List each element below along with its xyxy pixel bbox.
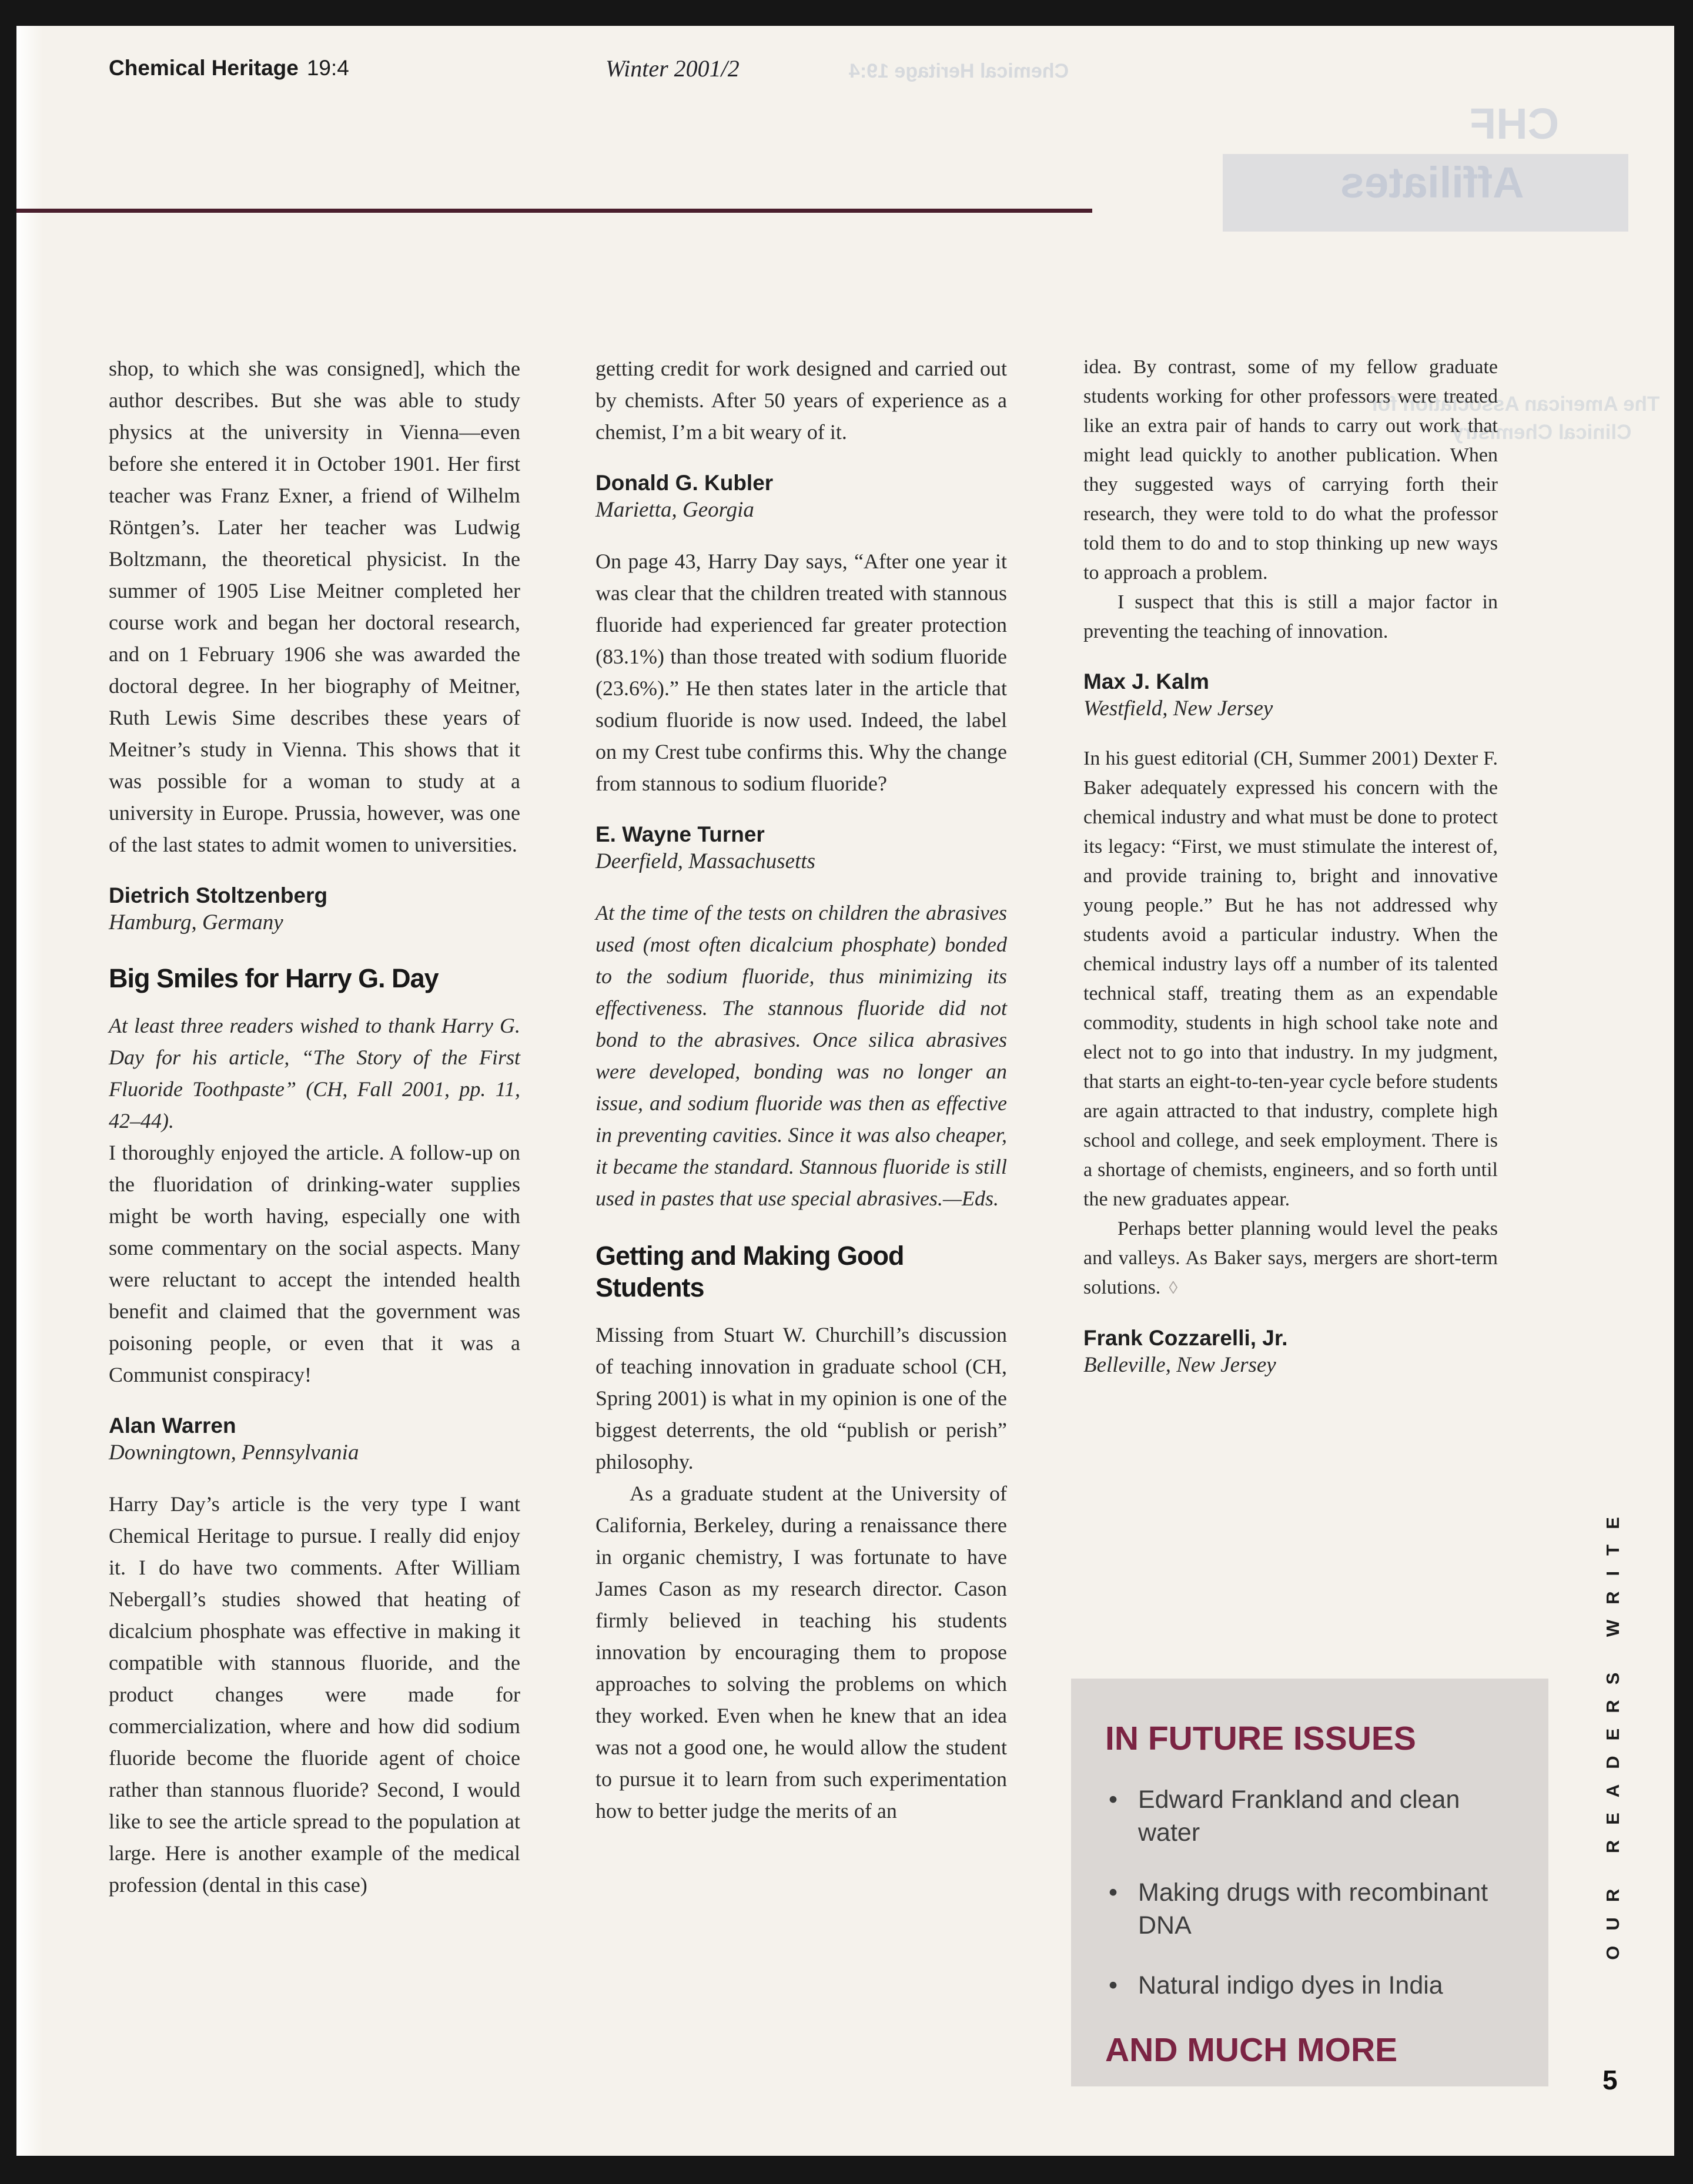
signature-location: Deerfield, Massachusetts: [595, 849, 816, 873]
journal-issue: 19:4: [306, 56, 349, 80]
signature-name: E. Wayne Turner: [595, 822, 765, 846]
section-label-vertical: OUR READERS WRITE: [1602, 1502, 1623, 1960]
future-issues-item: • Natural indigo dyes in India: [1105, 1969, 1521, 2002]
future-issues-title: IN FUTURE ISSUES: [1105, 1720, 1416, 1757]
header-rule: [16, 209, 1092, 213]
letter-paragraph: idea. By contrast, some of my fellow graduate students working for other professors were treated like an extra pair of hands to carry out work that might lead quickly to another publication. When they suggested ways of carrying forth their research, they were told to do what the professor told them to do and to stop thinking up new ways to approach a problem.: [1083, 356, 1498, 584]
editor-intro: At least three readers wished to thank Harry G. Day for his article, “The Story of the First Fluoride Toothpaste” (CH, Fall 2001, pp. 11, 42–44).: [109, 1014, 520, 1133]
signature-name: Alan Warren: [109, 1413, 236, 1438]
ghost-band: [1223, 154, 1628, 232]
letter-paragraph: I suspect that this is still a major factor in preventing the teaching of innovation.: [1083, 591, 1498, 642]
future-issues-item: • Edward Frankland and clean water: [1105, 1783, 1521, 1849]
column-1: [109, 353, 520, 1901]
future-issues-item: • Making drugs with recombinant DNA: [1105, 1876, 1521, 1942]
signature-name: Dietrich Stoltzenberg: [109, 883, 328, 907]
future-issues-list: [1105, 1783, 1521, 2002]
issue-season: Winter 2001/2: [605, 55, 740, 82]
signature-name: Donald G. Kubler: [595, 471, 774, 495]
in-future-issues-box: [1071, 1679, 1548, 2086]
letter-paragraph: Harry Day’s article is the very type I want Chemical Heritage to pursue. I really did enjoy it. I do have two comments. After William Nebergall’s studies showed that heating of dicalcium phosphate was effective in making it compatible with stannous fluoride, and the product changes were made for commercialization, where and how did sodium fluoride become the fluoride agent of choice rather than stannous fluoride? Second, I would like to see the article spread to the population at large. Here is another example of the medical profession (dental in this case): [109, 1492, 520, 1897]
letter-paragraph: In his guest editorial (CH, Summer 2001) Dexter F. Baker adequately expressed his concern with the chemical industry and what must be done to protect its legacy: “First, we must stimulate the interest of, and provide training to, bright and innovative young people.” But he has not addressed why students avoid a particular industry. When the chemical industry lays off a number of its talented technical staff, treating them as an expendable commodity, students in high school take note and elect not to go into that industry. In my judgment, that starts an eight-to-ten-year cycle before students are again attracted to that industry, complete high school and college, and seek employment. There is a shortage of chemists, engineers, and so forth until the new graduates appear.: [1083, 748, 1498, 1210]
letter-paragraph: [1083, 1214, 1498, 1303]
letter-paragraph: Missing from Stuart W. Churchill’s discussion of teaching innovation in graduate school (CH, Spring 2001) is what in my opinion is one of the biggest deterrents, the old “publish or perish” philosophy.: [595, 1323, 1007, 1473]
signature-name: Frank Cozzarelli, Jr.: [1083, 1326, 1288, 1350]
section-heading-big-smiles: Big Smiles for Harry G. Day: [109, 963, 439, 993]
editors-reply: At the time of the tests on children the abrasives used (most often dicalcium phosphate) bonded to the sodium fluoride, thus minimizing its effectiveness. The stannous fluoride did not bond to the abrasives. Once silica abrasives were developed, bonding was no longer an issue, and sodium fluoride was then as effective in preventing cavities. Since it was also cheaper, it became the standard. Stannous fluoride is still used in pastes that use special abrasives.—Eds.: [595, 901, 1007, 1210]
letter-paragraph: On page 43, Harry Day says, “After one year it was clear that the children treated with stannous fluoride had experienced far greater protection (83.1%) than those treated with sodium fluoride (23.6%).” He then states later in the article that sodium fluoride is now used. Indeed, the label on my Crest tube confirms this. Why the change from stannous to sodium fluoride?: [595, 550, 1007, 795]
signature-location: Marietta, Georgia: [595, 498, 754, 522]
running-head: [109, 56, 349, 81]
signature-location: Hamburg, Germany: [109, 910, 283, 934]
signature-name: Max J. Kalm: [1083, 669, 1209, 694]
ghost-chf-logo: CHF: [1470, 99, 1560, 148]
letter-paragraph-text: Perhaps better planning would level the peaks and valleys. As Baker says, mergers are short-term solutions.: [1083, 1218, 1498, 1298]
future-issues-footer: AND MUCH MORE: [1105, 2031, 1398, 2069]
end-of-section-icon: ◊: [1169, 1278, 1178, 1298]
letter-paragraph: As a graduate student at the University of California, Berkeley, during a renaissance there in organic chemistry, I was fortunate to have James Cason as my research director. Cason firmly believed in teaching his students innovation by encouraging them to propose approaches to solving the problems on which they worked. Even when he knew that an idea was not a good one, he would allow the student to pursue it to learn from such experimentation how to better judge the merits of an: [595, 1482, 1007, 1823]
ghost-association-line2: Clinical Chemistry: [1452, 421, 1632, 444]
letter-paragraph: getting credit for work designed and carried out by chemists. After 50 years of experience as a chemist, I’m a bit weary of it.: [595, 357, 1007, 444]
signature-location: Belleville, New Jersey: [1083, 1353, 1276, 1377]
section-heading-good-students: Getting and Making Good Students: [595, 1241, 904, 1302]
journal-title: Chemical Heritage: [109, 56, 299, 80]
letter-paragraph: shop, to which she was consigned], which the author describes. But she was able to study physics at the university in Vienna—even before she entered it in October 1901. Her first teacher was Franz Exner, a friend of Wilhelm Röntgen’s. Later her teacher was Ludwig Boltzmann, the theoretical physicist. In the summer of 1905 Lise Meitner completed her course work and began her doctoral research, and on 1 February 1906 she was awarded the doctoral degree. In her biography of Meitner, Ruth Lewis Sime describes these years of Meitner’s study in Vienna. This shows that it was possible for a woman to study at a university in Europe. Prussia, however, was one of the last states to admit women to universities.: [109, 357, 520, 856]
signature-location: Westfield, New Jersey: [1083, 696, 1273, 721]
page-number: 5: [1602, 2065, 1618, 2095]
letter-paragraph: I thoroughly enjoyed the article. A follow-up on the fluoridation of drinking-water supplies might be worth having, especially one with some commentary on the social aspects. Many were reluctant to accept the intended health benefit and claimed that the government was poisoning people, or even that it was a Communist conspiracy!: [109, 1141, 520, 1386]
column-2: [595, 353, 1007, 1827]
ghost-affiliates-logo: Affiliates: [1340, 158, 1524, 207]
ghost-association-line1: The American Association for: [1370, 393, 1660, 416]
signature-location: Downingtown, Pennsylvania: [109, 1441, 359, 1465]
column-3: [1083, 353, 1498, 1401]
ghost-header-echo: Chemical Heritage 19:4: [849, 60, 1069, 82]
page-left-edge: [16, 26, 44, 2156]
